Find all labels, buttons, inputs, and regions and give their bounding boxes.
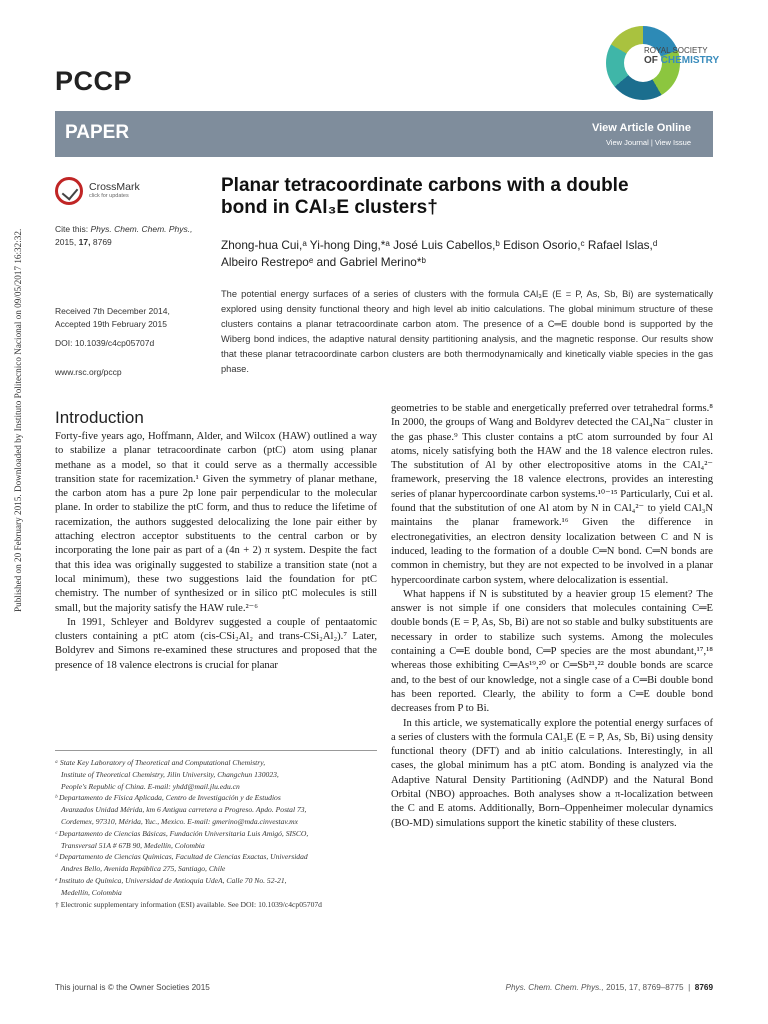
rsc-line1: ROYAL SOCIETY xyxy=(644,46,708,55)
page-number: 8769 xyxy=(694,983,713,992)
paragraph: geometries to be stable and energetically preferred over tetrahedral forms.⁸ In 2000, the groups of Wang and Boldyrev detected the CAl₄Na⁻ cluster in the gas phase.⁹ This cluster contains a ptC atom surrounded by four Al atoms, nicely satisfying both the HAW and the 18 valence electron rules. The substitution of Al by other electropositive atoms in the CAl₄²⁻ framework, preserving the 18 valence electrons, provides an interesting series of planar hypercoordinate carbon systems.¹⁰⁻¹⁵ Particularly, Cui et al. found that the substitution of one Al atom by N in CAl₄²⁻ to yield CAl₃N maintains the planar framework.¹⁶ Given the difference in electronegativities, an electron density localization between C and N is induced, leading to the formation of a double C═N bond. C═N bonds are common in chemistry, but they are not expected to be involved in a planar hypercoordinate carbon system, where delocalization is essential. xyxy=(391,403,713,586)
body-column-left xyxy=(55,430,377,673)
footnote-d: ᵈ Departamento de Ciencias Químicas, Facultad de Ciencias Exactas, Universidad Andres Bello, Avenida República 275, Santiago, Chile xyxy=(55,852,308,874)
paragraph: What happens if N is substituted by a heavier group 15 element? The answer is not simple if one considers that molecules containing C═E double bonds (E = P, As, Sb, Bi) are not so stable and bulky substituents are necessary in order to stabilize such systems. Among the molecules containing a C═E double bond, C═P species are the most abundant,¹⁷,¹⁸ whereas those exhibiting C═As¹⁹,²⁰ or C═Sb²¹,²² double bonds are scarce and, to the best of our knowledge, not a single case of a C═Bi double bond has been reported. Clearly, the ability to form a C═E double bond decreases from P to Bi. xyxy=(391,588,713,715)
crossmark-badge[interactable] xyxy=(55,175,145,209)
sidebar-text: Published on 20 February 2015. Downloaded by Instituto Politecnico Nacional on 09/05/2017 16:32:32. xyxy=(13,228,23,612)
abstract: The potential energy surfaces of a series of clusters with the formula CAl₃E (E = P, As, Sb, Bi) are systematically explored using density functional theory and high level ab initio calculations. The global minimum structure of these clusters contains a planar tetracoordinate carbon atom. The presence of a C═E double bond is supported by the Wiberg bond indices, the adaptive natural density partitioning analysis, and the magnetic response. Our results show that these planar tetracoordinate carbon clusters are both thermodynamically and kinetically viable species in the gas phase. xyxy=(221,289,713,374)
crossmark-label: CrossMark xyxy=(89,181,140,193)
affiliation-footnotes xyxy=(55,757,377,910)
journal-name: PCCP xyxy=(55,66,133,96)
footnote-divider xyxy=(55,750,377,751)
received-date: Received 7th December 2014, xyxy=(55,306,170,316)
doi[interactable]: DOI: 10.1039/c4cp05707d xyxy=(55,338,155,348)
paragraph: Forty-five years ago, Hoffmann, Alder, and Wilcox (HAW) outlined a way to stabilize a planar tetracoordinate carbon (ptC) atom using planar methane as a model, so that it could serve as a thermally accessible transition state for racemization.¹ Given the symmetry of planar methane, the carbon atom has a pure 2p lone pair perpendicular to the molecular plane. In order to stabilize the ptC form, and thus to reduce the lifetime of racemization, the authors suggested delocalizing the lone pair either by attaching electron acceptor substituents to the central carbon or by incorporating the lone pair as part of a (4n + 2) π system. Despite the fact that this idea was originally suggested to stabilize a transition state (not a local minimum), these two suggestions laid the foundation for ptC chemistry. The number of synthesized or in silico ptC molecules is still small, but the majority satisfy the HAW rule.²⁻⁶ xyxy=(55,431,377,614)
rsc-line2: OF CHEMISTRY xyxy=(644,55,720,66)
view-article-online-link[interactable]: View Article Online xyxy=(591,122,691,134)
paragraph: In this article, we systematically explore the potential energy surfaces of a series of clusters with the formula CAl₃E (E = P, As, Sb, Bi) using density functional theory (DFT) and ab initio calculations. Interestingly, in all cases, the global minimum has a ptC atom. Bonding is analyzed via the Adaptive Natural Density Partitioning (AdNDP) and the Natural Bond Orbital (NBO) approaches. Both analyses show a π-localization between the C and E atoms. Additionally, Born–Oppenheimer molecular dynamics (BO-MD) simulations support the kinetic stability of these clusters. xyxy=(391,717,713,829)
dates xyxy=(55,305,225,330)
crossmark-sub: click for updates xyxy=(89,193,129,199)
footnote-a: ᵃ State Key Laboratory of Theoretical and Computational Chemistry, Institute of Theoretical Chemistry, Jilin University, Changchun 130023, People's Republic of China. E-mail: yhdd@mail.jlu.edu.cn xyxy=(55,758,279,791)
citation-info: Cite this: Phys. Chem. Chem. Phys., 2015, 17, 8769 xyxy=(55,224,193,247)
article-title: Planar tetracoordinate carbons with a double bond in CAl₃E clusters† xyxy=(221,175,629,218)
journal-website-link[interactable]: www.rsc.org/pccp xyxy=(55,367,122,377)
body-column-right xyxy=(391,402,713,831)
paragraph: In 1991, Schleyer and Boldyrev suggested a couple of pentaatomic clusters containing a ptC atom (cis-CSi₂Al₂ and trans-CSi₂Al₂).⁷ Later, Boldyrev and Simons re-examined these structures and proposed that the presence of 18 valence electrons is crucial for planar xyxy=(55,616,377,671)
author-list: Zhong-hua Cui,ᵃ Yi-hong Ding,*ᵃ José Luis Cabellos,ᵇ Edison Osorio,ᶜ Rafael Islas,ᵈ Albeiro Restrepoᵉ and Gabriel Merino*ᵇ xyxy=(221,238,658,269)
footnote-e: ᵉ Instituto de Química, Universidad de Antioquia UdeA, Calle 70 No. 52-21, Medellín, Colombia xyxy=(55,875,287,897)
footnote-b: ᵇ Departamento de Física Aplicada, Centro de Investigación y de Estudios Avanzados Unidad Mérida, km 6 Antigua carretera a Progreso. Apdo. Postal 73, Cordemex, 97310, Mérida, Yuc., Mexico. E-mail: gmerino@mda.cinvestav.mx xyxy=(55,793,307,826)
copyright-footer: This journal is © the Owner Societies 2015 xyxy=(55,983,210,992)
view-journal-issue-links[interactable]: View Journal | View Issue xyxy=(605,138,691,147)
crossmark-icon xyxy=(55,177,83,205)
page-footer-citation: Phys. Chem. Chem. Phys., 2015, 17, 8769–8775 | 8769 xyxy=(505,983,713,992)
section-heading-introduction: Introduction xyxy=(55,408,144,427)
rsc-logo[interactable] xyxy=(606,26,724,106)
download-sidebar xyxy=(0,0,26,1024)
footnote-c: ᶜ Departamento de Ciencias Básicas, Fundación Universitaria Luis Amigó, SISCO, Transversal 51A # 67B 90, Medellín, Colombia xyxy=(55,828,309,850)
accepted-date: Accepted 19th February 2015 xyxy=(55,318,167,329)
esi-note: † Electronic supplementary information (ESI) available. See DOI: 10.1039/c4cp05707d xyxy=(55,899,322,909)
article-banner xyxy=(55,111,713,157)
article-type: PAPER xyxy=(65,122,130,143)
